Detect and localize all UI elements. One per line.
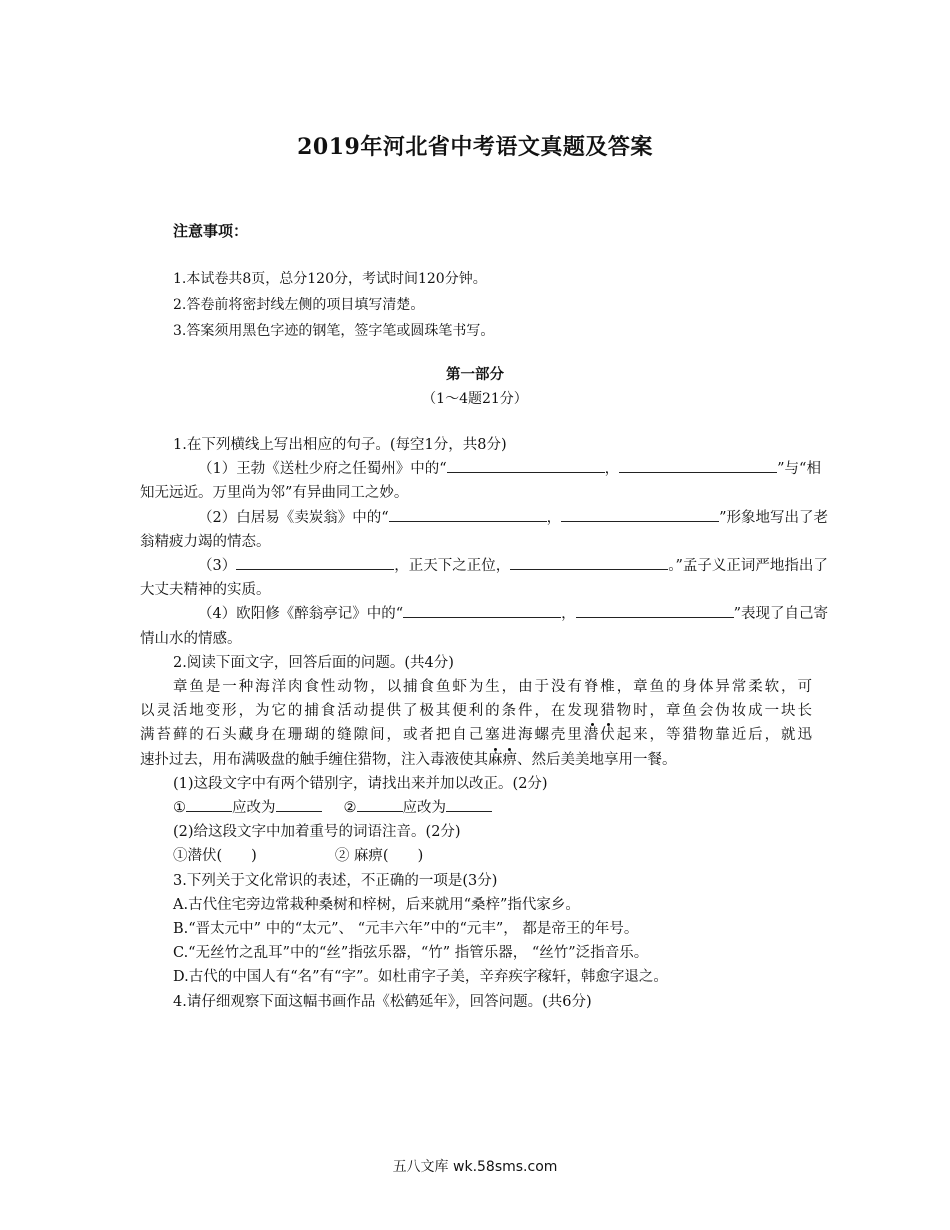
q2-passage-line: 以灵活地变形，为它的捕食活动提供了极其便利的条件，在发现猎物时，章鱼会伪妆成一块长 — [140, 703, 812, 720]
q1-item-1-cont: 知无远近。万里尚为邻”有异曲同工之妙。 — [140, 485, 409, 502]
q1-item-2: （2）白居易《卖炭翁》中的“ ， ”形象地写出了老 — [140, 506, 812, 530]
part-subtitle: （1～4题21分） — [422, 391, 528, 407]
q2-sub-1: (1)这段文字中有两个错别字，请找出来并加以改正。(2分) — [173, 775, 548, 792]
answer-blank[interactable] — [403, 602, 561, 618]
answer-blank[interactable] — [561, 506, 719, 522]
q3-option-b[interactable]: B.“晋太元中” 中的“太元”、 “元丰六年”中的“元丰”， 都是帝王的年号。 — [173, 921, 639, 938]
q3-stem: 3.下列关于文化常识的表述，不正确的一项是(3分) — [173, 872, 498, 889]
pinyin-answer-2[interactable]: ② 麻痹( ) — [334, 848, 424, 865]
pinyin-answer-1[interactable]: ①潜伏( ) — [173, 848, 257, 865]
page-footer: 五八文库 wk.58sms.com — [392, 1159, 558, 1175]
answer-blank[interactable] — [447, 457, 605, 473]
q3-option-c[interactable]: C.“无丝竹之乱耳”中的“丝”指弦乐器，“竹” 指管乐器， “丝竹”泛指音乐。 — [173, 945, 649, 962]
q1-item-4: （4）欧阳修《醉翁亭记》中的“ ， ”表现了自己寄 — [140, 602, 812, 626]
notice-item: 2.答卷前将密封线左侧的项目填写清楚。 — [173, 297, 425, 313]
notice-item: 3.答案须用黑色字迹的钢笔，签字笔或圆珠笔书写。 — [173, 323, 495, 339]
answer-blank[interactable] — [276, 796, 322, 812]
answer-blank[interactable] — [446, 796, 492, 812]
questions-body — [140, 433, 829, 1014]
answer-blank[interactable] — [186, 796, 232, 812]
q2-passage-line: 章鱼是一种海洋肉食性动物，以捕食鱼虾为生，由于没有脊椎，章鱼的身体异常柔软，可 — [173, 679, 812, 696]
emphasis-char: 麻 — [488, 751, 503, 768]
answer-blank[interactable] — [357, 796, 403, 812]
answer-blank[interactable] — [389, 506, 547, 522]
answer-blank[interactable] — [576, 602, 734, 618]
emphasis-char: 潜 — [583, 727, 601, 744]
notice-list — [173, 266, 494, 344]
q2-passage-line: 速扑过去，用布满吸盘的触手缠住猎物，注入毒液使其麻痹、然后美美地享用一餐。 — [140, 751, 677, 768]
q3-option-a[interactable]: A.古代住宅旁边常栽种桑树和梓树，后来就用“桑梓”指代家乡。 — [173, 896, 580, 913]
notice-item: 1.本试卷共8页，总分120分，考试时间120分钟。 — [173, 271, 487, 287]
part-title: 第一部分 — [446, 366, 504, 383]
q1-item-4-cont: 情山水的情感。 — [140, 630, 242, 647]
q2-sub-2-answers — [140, 844, 812, 868]
q1-item-3: （3） ，正天下之正位， 。”孟子义正词严地指出了 — [140, 554, 812, 578]
emphasis-char: 痹 — [502, 751, 517, 768]
answer-blank[interactable] — [236, 554, 394, 570]
q2-sub-1-answers: ① 应改为 ② 应改为 — [140, 796, 812, 820]
q4-stem: 4.请仔细观察下面这幅书画作品《松鹤延年》，回答问题。(共6分) — [173, 993, 592, 1010]
answer-blank[interactable] — [619, 457, 777, 473]
q2-passage-line: 满苔藓的石头藏身在珊瑚的缝隙间，或者把自己塞进海螺壳里潜伏起来，等猎物靠近后，就迅 — [140, 727, 812, 744]
q1-item-3-cont: 大丈夫精神的实质。 — [140, 582, 271, 599]
emphasis-char: 伏 — [600, 727, 617, 744]
notice-heading: 注意事项： — [173, 222, 249, 240]
q2-sub-2: (2)给这段文字中加着重号的词语注音。(2分) — [173, 824, 461, 841]
q3-option-d[interactable]: D.古代的中国人有“名”有“字”。如杜甫字子美，辛弃疾字稼轩，韩愈字退之。 — [173, 969, 668, 986]
q1-stem: 1.在下列横线上写出相应的句子。(每空1分，共8分) — [173, 437, 507, 453]
q1-item-2-cont: 翁精疲力竭的情态。 — [140, 533, 271, 550]
q1-item-1: （1）王勃《送杜少府之任蜀州》中的“ ， ”与“相 — [140, 457, 812, 481]
answer-blank[interactable] — [510, 554, 668, 570]
page-title: 2019年河北省中考语文真题及答案 — [297, 134, 653, 160]
q2-stem: 2.阅读下面文字，回答后面的问题。(共4分) — [173, 654, 454, 671]
